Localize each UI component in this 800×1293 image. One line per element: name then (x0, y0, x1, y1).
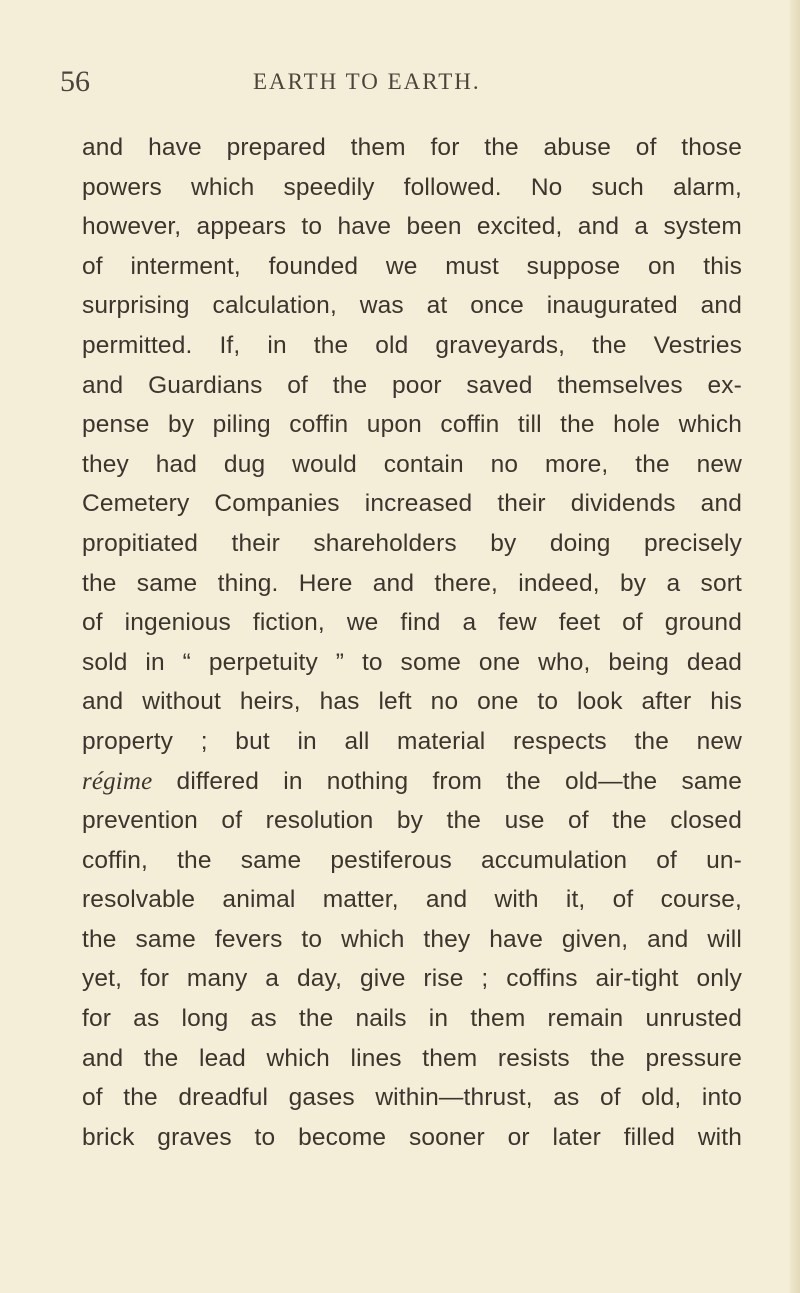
text-line: of interment, founded we must suppose on this (82, 252, 742, 280)
text-line: and Guardians of the poor saved themselves ex- (82, 371, 742, 399)
text-line: of the dreadful gases within—thrust, as of old, into (82, 1084, 742, 1112)
text-line: property ; but in all material respects the new (82, 727, 742, 755)
text-line: however, appears to have been excited, and a system (82, 213, 742, 241)
body-text (82, 128, 742, 1157)
text-line: resolvable animal matter, and with it, of course, (82, 886, 742, 914)
text-segment: differed in nothing from the old—the same (152, 767, 742, 795)
running-title: EARTH TO EARTH. (253, 69, 481, 94)
text-line: of ingenious fiction, we find a few feet of ground (82, 609, 742, 637)
text-line: Cemetery Companies increased their dividends and (82, 490, 742, 518)
text-line-mixed (82, 762, 742, 802)
italic-term: régime (82, 767, 153, 795)
text-line: sold in “ perpetuity ” to some one who, being dead (82, 648, 742, 676)
page-number: 56 (60, 65, 90, 98)
text-line: the same thing. Here and there, indeed, by a sort (82, 569, 742, 597)
text-line: yet, for many a day, give rise ; coffins air-tight only (82, 965, 742, 993)
running-head (60, 62, 740, 102)
text-line: they had dug would contain no more, the new (82, 450, 742, 478)
text-line: and the lead which lines them resists the pressure (82, 1044, 742, 1072)
text-line: surprising calculation, was at once inaugurated and (82, 292, 742, 320)
text-line: for as long as the nails in them remain unrusted (82, 1005, 742, 1033)
text-line: pense by piling coffin upon coffin till the hole which (82, 411, 742, 439)
text-line: and without heirs, has left no one to look after his (82, 688, 742, 716)
page-edge (790, 0, 800, 1293)
text-line: the same fevers to which they have given, and will (82, 925, 742, 953)
text-line: prevention of resolution by the use of the closed (82, 807, 742, 835)
text-line: brick graves to become sooner or later filled with (82, 1123, 742, 1151)
text-line: powers which speedily followed. No such alarm, (82, 173, 742, 201)
text-line: permitted. If, in the old graveyards, the Vestries (82, 331, 742, 359)
text-line: coffin, the same pestiferous accumulation of un- (82, 846, 742, 874)
text-line: and have prepared them for the abuse of those (82, 134, 742, 161)
text-line: propitiated their shareholders by doing precisely (82, 529, 742, 557)
